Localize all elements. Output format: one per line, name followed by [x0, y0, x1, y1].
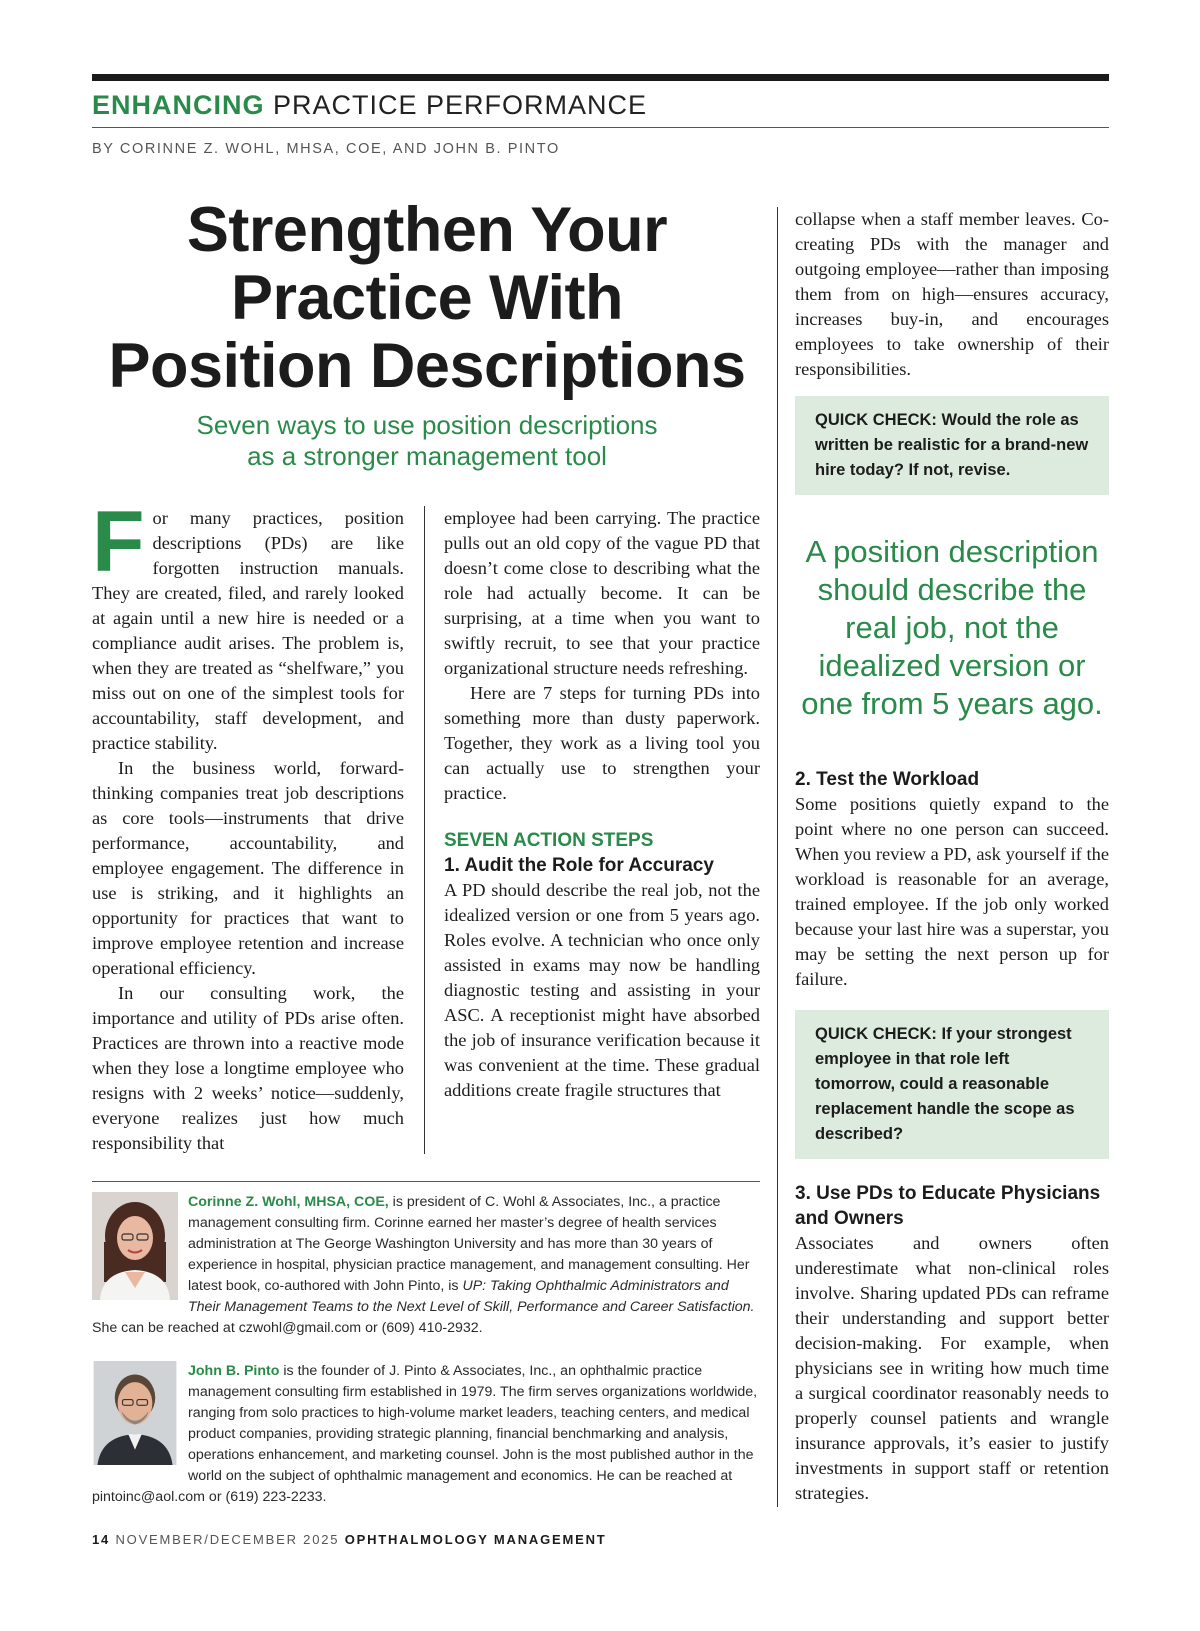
- pinto-name: John B. Pinto: [188, 1363, 280, 1379]
- subtitle-line-1: Seven ways to use position descriptions: [196, 410, 658, 440]
- subtitle-line-2: as a stronger management tool: [247, 441, 607, 471]
- action-steps-kicker: SEVEN ACTION STEPS: [444, 830, 654, 851]
- quick-check-box-2: QUICK CHECK: If your strongest employee in that role left tomorrow, could a reasonable replacement handle the scope as described?: [795, 1010, 1109, 1159]
- section-header-rest: PRACTICE PERFORMANCE: [264, 90, 648, 120]
- step-3-heading: 3. Use PDs to Educate Physicians and Owners: [795, 1183, 1101, 1229]
- top-rule: [92, 74, 1109, 81]
- wohl-bio-text-1: is president of C. Wohl & Associates, Inc., a practice management consulting firm. Corinne earned her master’s degree of health services administration at The George Washington University and has more than 30 years of experience in hospital, physician practice management, and management consulting. Her latest book, co-authored with John Pinto, is: [188, 1194, 750, 1294]
- bio-rule: [92, 1181, 760, 1182]
- step-2-heading: 2. Test the Workload: [795, 769, 980, 790]
- title-line-3: Position Descriptions: [108, 331, 746, 401]
- column-2: [444, 506, 760, 1103]
- wohl-book-title: UP: Taking Ophthalmic Administrators and Their Management Teams to the Next Level of Skill, Performance and Career Satisfaction.: [188, 1278, 755, 1315]
- title-line-1: Strengthen Your: [186, 195, 668, 265]
- pull-quote: A position description should describe the real job, not the idealized version or one from 5 years ago.: [801, 534, 1103, 721]
- author-photo-pinto: [92, 1361, 178, 1465]
- step-2-text: Some positions quietly expand to the point where no one person can succeed. When you review a PD, ask yourself if the workload is reasonable for an average, trained employee. If the job only worked because your last hire was a superstar, you may be setting the next person up for failure.: [795, 794, 1109, 989]
- author-photo-wohl: [92, 1192, 178, 1300]
- author-bio-wohl: [92, 1192, 760, 1339]
- page-footer: [92, 1532, 607, 1547]
- section-header: [92, 90, 647, 121]
- wohl-bio-text-2: She can be reached at czwohl@gmail.com or (609) 410-2932.: [92, 1320, 483, 1336]
- section-header-bold: ENHANCING: [92, 90, 265, 120]
- column-3-continuation: collapse when a staff member leaves. Co-creating PDs with the manager and outgoing employee—rather than imposing them from on high—ensures accuracy, increases buy-in, and encourages employees to take ownership of their responsibilities.: [795, 209, 1109, 379]
- article-subtitle: [92, 410, 762, 472]
- column-divider-1: [424, 506, 425, 1154]
- paragraph-1-text: or many practices, position descriptions (PDs) are like forgotten instruction manuals. They are created, filed, and rarely looked at again until a new hire is needed or a compliance audit arises. The problem is, when they are treated as “shelfware,” you miss out on one of the simplest tools for accountability, staff development, and practice stability.: [92, 508, 404, 753]
- step-3-text: Associates and owners often underestimate what non-clinical roles involve. Sharing updated PDs can reframe their understanding and support better decision-making. For example, when physicians see in writing how much time a surgical coordinator reasonably needs to properly counsel patients and wrangle insurance approvals, it’s easier to justify investments in support staff or retention strategies.: [795, 1233, 1109, 1503]
- magazine-name: OPHTHALMOLOGY MANAGEMENT: [344, 1532, 607, 1547]
- quick-check-box-1: QUICK CHECK: Would the role as written be realistic for a brand-new hire today? If not, revise.: [795, 396, 1109, 495]
- byline: BY CORINNE Z. WOHL, MHSA, COE, AND JOHN B. PINTO: [92, 141, 560, 157]
- paragraph-3: In our consulting work, the importance and utility of PDs arise often. Practices are thrown into a reactive mode when they lose a longtime employee who resigns with 2 weeks’ notice—suddenly, everyone realizes just how much responsibility that: [92, 983, 404, 1153]
- paragraph-5: Here are 7 steps for turning PDs into something more than dusty paperwork. Together, they work as a living tool you can actually use to strengthen your practice.: [444, 683, 760, 803]
- column-divider-2: [777, 207, 778, 1507]
- column-3: [795, 207, 1109, 1506]
- page-number: 14: [92, 1532, 111, 1547]
- article-title: [92, 196, 762, 400]
- step-1-heading: 1. Audit the Role for Accuracy: [444, 855, 714, 876]
- step-1-text: A PD should describe the real job, not the idealized version or one from 5 years ago. Roles evolve. A technician who once only assisted in exams may now be handling diagnostic testing and assisting in your ASC. A receptionist might have absorbed the job of insurance verification because it was convenient at the time. These gradual additions create fragile structures that: [444, 880, 760, 1100]
- pinto-bio-text: is the founder of J. Pinto & Associates, Inc., an ophthalmic practice management consulting firm established in 1979. The firm serves organizations worldwide, ranging from solo practices to high-volume market leaders, teaching centers, and medical product companies, providing strategic planning, financial benchmarking and analysis, operations enhancement, and marketing counsel. John is the most published author in the world on the subject of ophthalmic management and economics. He can be reached at pintoinc@aol.com or (619) 223-2233.: [92, 1363, 758, 1505]
- paragraph-4: employee had been carrying. The practice pulls out an old copy of the vague PD that doesn’t come close to describing what the role had actually become. It can be surprising, at a time when you want to swiftly recruit, to see that your practice organizational structure needs refreshing.: [444, 508, 760, 678]
- header-rule: [92, 127, 1109, 128]
- paragraph-2: In the business world, forward-thinking companies treat job descriptions as core tools—instruments that drive performance, accountability, and employee engagement. The difference in use is striking, and it highlights an opportunity for practices that want to improve employee retention and increase operational efficiency.: [92, 758, 404, 978]
- drop-cap: F: [92, 494, 145, 590]
- author-bio-pinto: [92, 1361, 760, 1508]
- wohl-name: Corinne Z. Wohl, MHSA, COE,: [188, 1194, 389, 1210]
- issue-date: NOVEMBER/DECEMBER 2025: [115, 1532, 340, 1547]
- column-1: [92, 494, 404, 1156]
- paragraph-1: [92, 494, 404, 756]
- title-line-2: Practice With: [230, 263, 624, 333]
